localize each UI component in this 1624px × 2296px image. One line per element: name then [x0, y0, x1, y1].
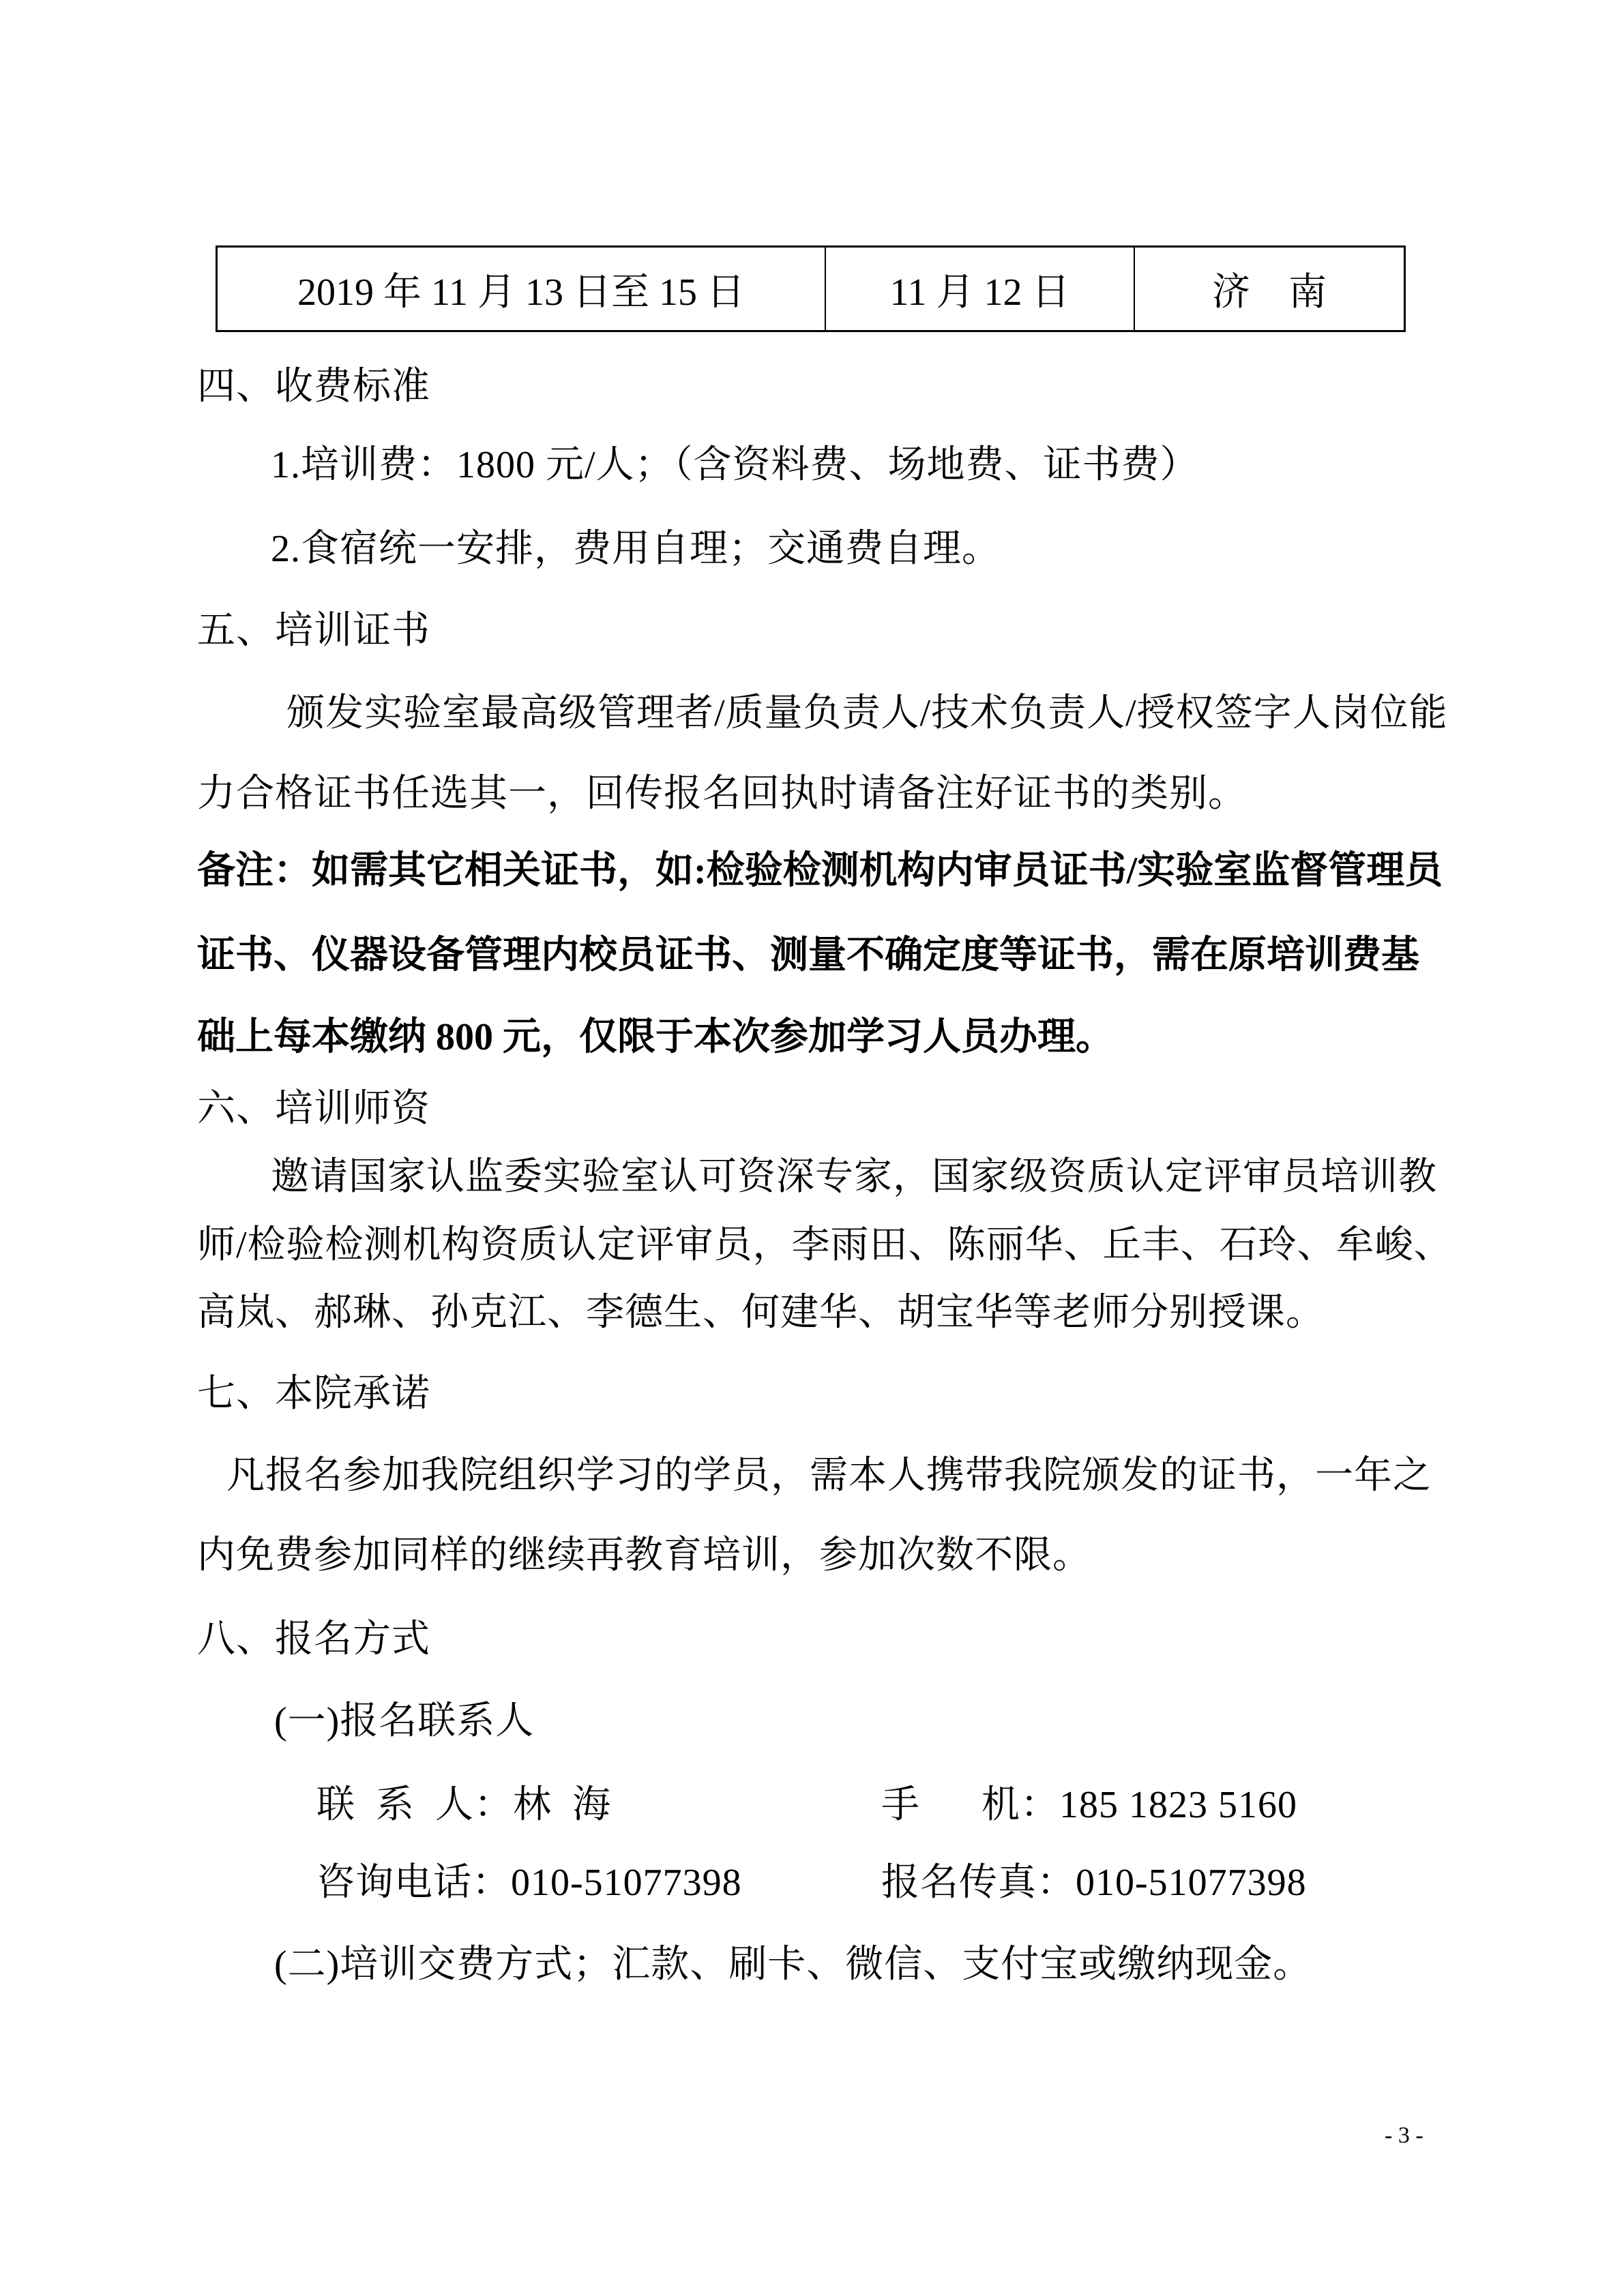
page-number: - 3 - — [1385, 2123, 1423, 2148]
contact-fax-label: 报名传真：010-51077398 — [881, 1862, 1307, 1904]
section7-paragraph-line2: 内免费参加同样的继续再教育培训，参加次数不限。 — [197, 1534, 1091, 1577]
section8-subheading-payment: (二)培训交费方式；汇款、刷卡、微信、支付宝或缴纳现金。 — [274, 1943, 1312, 1986]
report-date-cell: 11 月 12 日 — [825, 247, 1134, 331]
schedule-table-row — [217, 247, 1405, 331]
note-line2: 证书、仪器设备管理内校员证书、测量不确定度等证书，需在原培训费基 — [197, 934, 1419, 976]
section5-paragraph-line1: 颁发实验室最高级管理者/质量负责人/技术负责人/授权签字人岗位能 — [286, 692, 1448, 734]
section4-item-fee: 1.培训费：1800 元/人；（含资料费、场地费、证书费） — [271, 444, 1199, 486]
section7-paragraph-line1: 凡报名参加我院组织学习的学员，需本人携带我院颁发的证书，一年之 — [226, 1455, 1432, 1497]
contact-phone-label: 咨询电话：010-51077398 — [316, 1862, 742, 1904]
section8-heading: 八、报名方式 — [197, 1618, 430, 1660]
section6-paragraph-line1: 邀请国家认监委实验室认可资深专家，国家级资质认定评审员培训教 — [271, 1156, 1437, 1198]
section6-paragraph-line3: 高岚、郝琳、孙克江、李德生、何建华、胡宝华等老师分别授课。 — [197, 1292, 1325, 1334]
contact-name-label: 联 系 人：林 海 — [316, 1784, 611, 1826]
section8-subheading-contact: (一)报名联系人 — [274, 1700, 535, 1742]
training-dates-cell: 2019 年 11 月 13 日至 15 日 — [217, 247, 826, 331]
note-line3: 础上每本缴纳 800 元，仅限于本次参加学习人员办理。 — [197, 1016, 1114, 1058]
contact-mobile-label: 手 机：185 1823 5160 — [881, 1784, 1297, 1826]
section4-item-lodging: 2.食宿统一安排，费用自理；交通费自理。 — [271, 528, 1001, 570]
section4-heading: 四、收费标准 — [197, 366, 430, 408]
note-line1: 备注：如需其它相关证书，如:检验检测机构内审员证书/实验室监督管理员 — [197, 850, 1443, 892]
section6-paragraph-line2: 师/检验检测机构资质认定评审员，李雨田、陈丽华、丘丰、石玲、牟峻、 — [197, 1224, 1453, 1266]
section5-heading: 五、培训证书 — [197, 610, 430, 652]
schedule-table — [216, 245, 1406, 332]
section6-heading: 六、培训师资 — [197, 1088, 430, 1130]
section7-heading: 七、本院承诺 — [197, 1373, 430, 1415]
section5-paragraph-line2: 力合格证书任选其一，回传报名回执时请备注好证书的类别。 — [197, 773, 1247, 815]
location-cell: 济 南 — [1134, 247, 1405, 331]
